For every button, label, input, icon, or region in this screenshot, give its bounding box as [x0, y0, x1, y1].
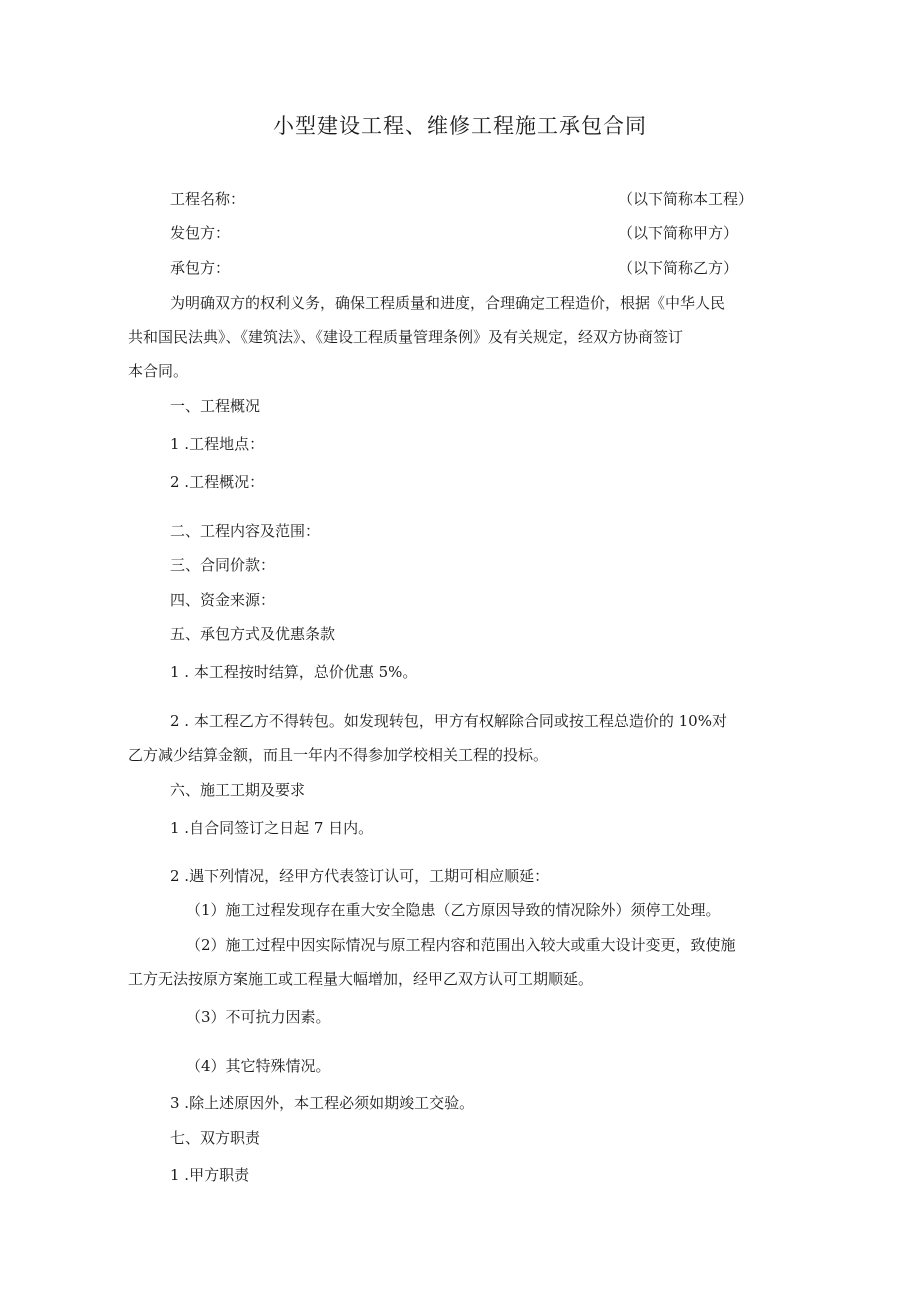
field-employer-note: （以下简称甲方） [618, 224, 739, 242]
field-project-name-note: （以下简称本工程） [618, 190, 754, 208]
section-5-item-2-line-1: 2 . 本工程乙方不得转包。如发现转包，甲方有权解除合同或按工程总造价的 10%对 [170, 712, 727, 730]
field-project-name-label: 工程名称： [170, 190, 246, 208]
field-employer-label: 发包方： [170, 224, 231, 242]
field-contractor-note: （以下简称乙方） [618, 259, 739, 277]
section-6-heading: 六、施工工期及要求 [170, 781, 306, 799]
section-6-item-3: 3 .除上述原因外，本工程必须如期竣工交验。 [170, 1094, 475, 1112]
field-contractor-label: 承包方： [170, 259, 231, 277]
section-6-item-2-sub-1: （1）施工过程发现存在重大安全隐患（乙方原因导致的情况除外）须停工处理。 [186, 901, 721, 919]
section-3-heading: 三、合同价款： [170, 556, 276, 574]
section-6-item-2-sub-2-line-2: 工方无法按原方案施工或工程量大幅增加，经甲乙双方认可工期顺延。 [128, 970, 594, 988]
intro-line-3: 本合同。 [128, 362, 189, 380]
section-1-item-2: 2 .工程概况： [170, 473, 265, 491]
section-7-item-1: 1 .甲方职责 [170, 1166, 250, 1184]
document-title: 小型建设工程、维修工程施工承包合同 [273, 114, 647, 138]
section-4-heading: 四、资金来源： [170, 591, 276, 609]
section-6-item-2-sub-4: （4）其它特殊情况。 [186, 1057, 331, 1075]
section-6-item-2-sub-3: （3）不可抗力因素。 [186, 1008, 331, 1026]
section-6-item-2-sub-2-line-1: （2）施工过程中因实际情况与原工程内容和范围出入较大或重大设计变更，致使施 [186, 936, 736, 954]
section-1-heading: 一、工程概况 [170, 397, 261, 415]
section-2-heading: 二、工程内容及范围： [170, 522, 321, 540]
section-7-heading: 七、双方职责 [170, 1129, 261, 1147]
section-6-item-2: 2 .遇下列情况，经甲方代表签订认可，工期可相应顺延： [170, 867, 550, 885]
intro-line-1: 为明确双方的权利义务，确保工程质量和进度，合理确定工程造价，根据《中华人民 [170, 294, 726, 312]
section-6-item-1: 1 .自合同签订之日起 7 日内。 [170, 819, 374, 837]
intro-line-2: 共和国民法典》、《建筑法》、《建设工程质量管理条例》及有关规定，经双方协商签订 [128, 328, 684, 346]
section-5-heading: 五、承包方式及优惠条款 [170, 625, 336, 643]
section-1-item-1: 1 .工程地点： [170, 435, 265, 453]
section-5-item-2-line-2: 乙方减少结算金额，而且一年内不得参加学校相关工程的投标。 [128, 746, 549, 764]
section-5-item-1: 1 . 本工程按时结算，总价优惠 5%。 [170, 663, 418, 681]
